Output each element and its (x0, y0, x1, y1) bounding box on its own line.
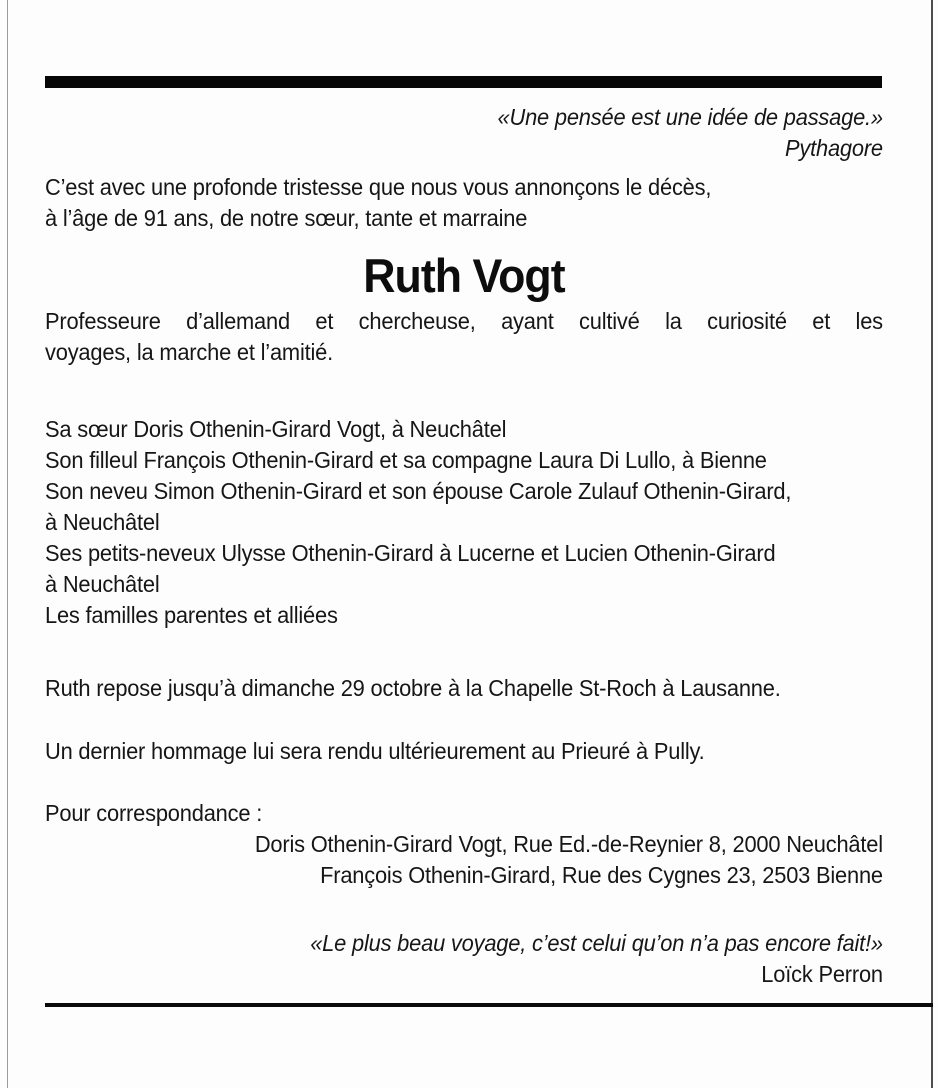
correspondence-address: François Othenin-Girard, Rue des Cygnes 23, 2503 Bienne (320, 862, 883, 888)
announcement-intro (45, 172, 883, 234)
family-line: Son neveu Simon Othenin-Girard et son épouse Carole Zulauf Othenin-Girard, (45, 478, 792, 504)
tribute-line2: voyages, la marche et l’amitié. (45, 339, 333, 365)
bottom-rule (45, 1003, 933, 1007)
hommage-info: Un dernier hommage lui sera rendu ultérieurement au Prieuré à Pully. (45, 738, 705, 764)
notice-content (45, 96, 883, 990)
family-line: Son filleul François Othenin-Girard et sa compagne Laura Di Lullo, à Bienne (45, 447, 767, 473)
repose-info: Ruth repose jusqu’à dimanche 29 octobre à la Chapelle St-Roch à Lausanne. (45, 675, 781, 701)
closing-quote (45, 928, 883, 990)
family-line: à Neuchâtel (45, 571, 160, 597)
opening-quote-author: Pythagore (784, 135, 883, 161)
correspondence-address: Doris Othenin-Girard Vogt, Rue Ed.-de-Reynier 8, 2000 Neuchâtel (254, 831, 883, 857)
closing-quote-author: Loïck Perron (761, 961, 883, 987)
opening-quote-text: «Une pensée est une idée de passage.» (497, 104, 883, 130)
top-rule (45, 76, 882, 88)
page-edge-line-right (931, 0, 933, 1088)
family-line: Ses petits-neveux Ulysse Othenin-Girard à Lucerne et Lucien Othenin-Girard (45, 540, 776, 566)
opening-quote (45, 102, 883, 164)
family-line: à Neuchâtel (45, 509, 160, 535)
announcement-intro-line1: C’est avec une profonde tristesse que nous vous annonçons le décès, (45, 174, 712, 200)
family-line: Sa sœur Doris Othenin-Girard Vogt, à Neuchâtel (45, 416, 507, 442)
tribute-paragraph (45, 306, 883, 368)
correspondence-label: Pour correspondance : (45, 800, 263, 826)
page-edge-line-left (7, 0, 8, 1088)
deceased-name: Ruth Vogt (363, 249, 565, 302)
correspondence-section (45, 798, 883, 891)
family-line: Les familles parentes et alliées (45, 602, 338, 628)
announcement-intro-line2: à l’âge de 91 ans, de notre sœur, tante et marraine (45, 205, 528, 231)
family-list (45, 414, 883, 631)
tribute-line1: Professeure d’allemand et chercheuse, ayant cultivé la curiosité et les (45, 308, 883, 334)
closing-quote-text: «Le plus beau voyage, c’est celui qu’on n’a pas encore fait!» (310, 930, 883, 956)
